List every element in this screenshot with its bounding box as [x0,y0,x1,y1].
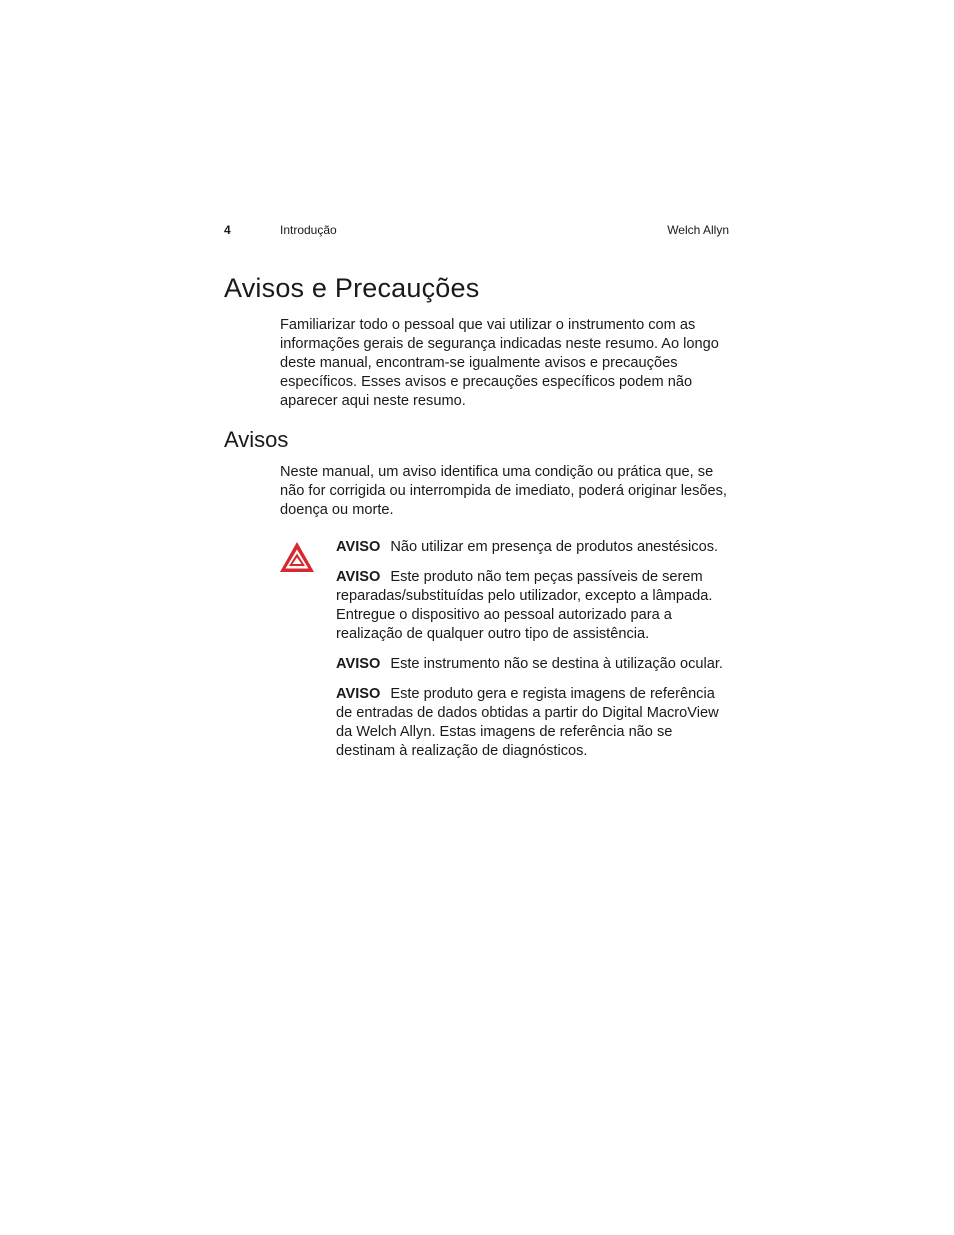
warning-text: Este produto não tem peças passíveis de serem reparadas/substituídas pelo utilizador, excepto a lâmpada. Entregue o dispositivo ao pessoal autorizado para a realização de qualquer outro tipo de assistência. [336,569,713,642]
warning-triangle-icon [279,541,315,573]
warnings-intro-paragraph: Neste manual, um aviso identifica uma condição ou prática que, se não for corrigida ou interrompida de imediato, poderá originar lesões, doença ou morte. [280,464,727,518]
warning-item [336,568,731,644]
page-number: 4 [224,223,231,237]
page-title: Avisos e Precauções [224,273,480,303]
running-section-name: Introdução [280,223,337,237]
warning-item [336,538,731,557]
warning-label: AVISO [336,539,381,555]
intro-paragraph: Familiarizar todo o pessoal que vai utilizar o instrumento com as informações gerais de segurança indicadas neste resumo. Ao longo deste manual, encontram-se igualmente avisos e precauções específicos. Esses avisos e precauções específicos podem não aparecer aqui neste resumo. [280,317,719,409]
warning-text: Este produto gera e regista imagens de referência de entradas de dados obtidas a partir do Digital MacroView da Welch Allyn. Estas imagens de referência não se destinam à realização de diagnósticos. [336,686,719,759]
warning-text: Este instrumento não se destina à utilização ocular. [390,656,723,672]
warning-text: Não utilizar em presença de produtos anestésicos. [390,539,719,555]
warning-label: AVISO [336,686,381,702]
warning-item [336,685,731,761]
warnings-list [336,538,731,772]
running-header [224,221,729,239]
warning-label: AVISO [336,656,381,672]
warning-label: AVISO [336,569,381,585]
warning-item [336,655,731,674]
warnings-heading: Avisos [224,427,289,452]
running-brand-name: Welch Allyn [667,223,729,237]
